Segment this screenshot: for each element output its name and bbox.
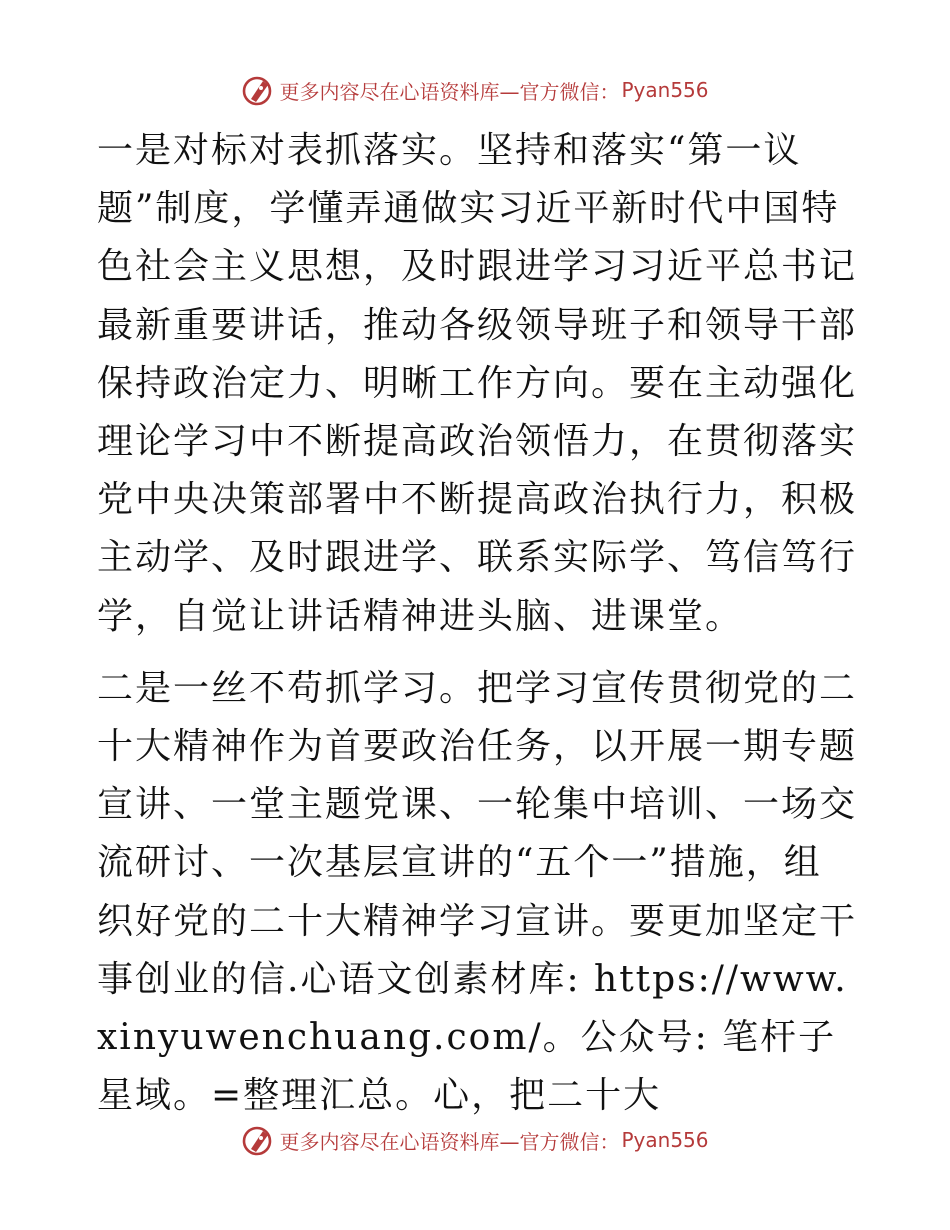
paragraph-1: 一是对标对表抓落实。坚持和落实“第一议题”制度，学懂弄通做实习近平新时代中国特色社会主义思想，及时跟进学习习近平总书记最新重要讲话，推动各级领导班子和领导干部保持政治定力、明晰工作方向。要在主动强化理论学习中不断提高政治领悟力，在贯彻落实党中央决策部署中不断提高政治执行力，积极主动学、及时跟进学、联系实际学、笃信笃行学，自觉让讲话精神进头脑、进课堂。 xyxy=(97,130,858,637)
document-body xyxy=(97,122,857,1125)
header-banner-handle: Pyan556 xyxy=(621,78,709,102)
footer-banner xyxy=(0,1120,950,1160)
footer-banner-text: 更多内容尽在心语资料库—官方微信： xyxy=(279,1129,620,1154)
pen-nib-logo-icon xyxy=(241,73,275,107)
footer-banner-handle: Pyan556 xyxy=(621,1128,709,1152)
pen-nib-logo-icon xyxy=(241,1123,275,1157)
paragraph-2: 二是一丝不苟抓学习。把学习宣传贯彻党的二十大精神作为首要政治任务，以开展一期专题宣讲、一堂主题党课、一轮集中培训、一场交流研讨、一次基层宣讲的“五个一”措施，组织好党的二十大精神学习宣讲。要更加坚定干事创业的信.心语文创素材库: https://www.xinyuwenchuang.com/。公众号: 笔杆子星域。=整理汇总。心，把二十大 xyxy=(97,667,858,1117)
header-banner xyxy=(0,70,950,110)
header-banner-text: 更多内容尽在心语资料库—官方微信： xyxy=(279,79,620,104)
